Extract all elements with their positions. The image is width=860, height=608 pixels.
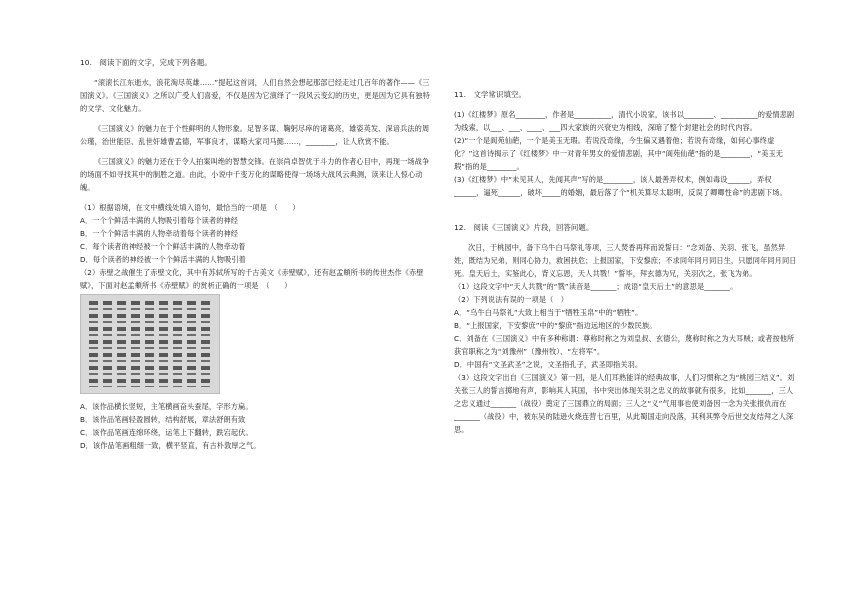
question-11-heading: 11. 文学常识填空。 <box>454 90 526 99</box>
option-a: A．“乌牛白马祭礼”大致上相当于“牺牲玉帛”中的“牺牲”。 <box>454 308 643 317</box>
calligraphy-image <box>80 294 220 394</box>
passage-paragraph-2: 《三国演义》的魅力在于个性鲜明的人物形象。足智多谋、鞠躬尽瘁的诸葛亮，雄姿英发、深谙兵法的周公瑾，治世能臣、乱世奸雄曹孟德，军事良才，谋略大家司马懿……，________，让人欣赏不能。 <box>80 124 430 146</box>
right-column <box>454 88 798 436</box>
question-12-sub-1: （1）这段文字中“天人共戮”的“戮”读音是_______；成语“皇天后土”的意思是_______。 <box>454 282 738 291</box>
question-12-passage: 次日，于桃园中，备下乌牛白马祭礼等项，三人焚香再拜而说誓曰：“念刘备、关羽、张飞，虽然异姓，既结为兄弟，则同心协力，救困扶危；上报国家，下安黎庶；不求同年同月同日生，只愿同年同月同日死。皇天后土，实鉴此心，背义忘恩，天人共戮！”誓毕，拜玄德为兄，关羽次之，张飞为弟。 <box>454 243 797 278</box>
question-12-sub-3: （3）这段文字出自《三国演义》第一回，是人们耳熟能详的经典故事，人们习惯称之为“桃园三结义”。刘关张三人的誓言掷地有声，影响其人其国，书中突出体现关羽之忠义的故事就有很多，比如_______，三人之忠义通过_______（战役）奠定了三国鼎立的局面；三人之“义”气用事也使刘备因一念为关张报仇而在_______（战役）中，被东吴的陆逊火烧连营七百里，从此蜀国走向没落，其利其弊令后世交友结拜之人深思。 <box>454 373 795 434</box>
option-b: B．该作品笔画轻盈圆转，结构舒展，章法舒朗有致 <box>80 415 246 424</box>
option-b: B．一个个鲜活丰满的人物牵动着每个读者的神经 <box>80 229 239 238</box>
option-c: C．刘备在《三国演义》中有多种称谓：尊称时称之为刘皇叔、玄德公，蔑称时称之为大耳贼；或者按他所获官职称之为“刘豫州”（豫州牧）、“左将军”。 <box>454 334 795 356</box>
option-c: C．每个读者的神经被一个个鲜活丰满的人物牵动着 <box>80 242 246 251</box>
option-b: B．“上报国家，下安黎庶”中的“黎庶”指边远地区的少数民族。 <box>454 321 657 330</box>
option-a: A．一个个鲜活丰满的人物吸引着每个读者的神经 <box>80 216 239 225</box>
option-d: D．每个读者的神经被一个个鲜活丰满的人物吸引着 <box>80 255 246 264</box>
passage-paragraph-3: 《三国演义》的魅力还在于令人拍案叫绝的智慧交锋。在崇尚卓智优于斗力的作者心目中，再现一场战争的场面不如寻找其中的制胜之道。由此，小说中千变万化的谋略使得一场场大战风云典测，读来让人惊心动魄。 <box>80 157 430 192</box>
option-d: D．该作品笔画粗细一致，横平竖直，有古朴敦厚之气。 <box>80 441 261 450</box>
left-column <box>80 56 432 452</box>
option-c: C．该作品笔画连绵环绕，运笔上下翻转，跌宕起伏。 <box>80 428 253 437</box>
question-11-item-1: (1)《红楼梦》原名________，作者是__________，清代小说家，该书以________、__________的爱情悲剧为线索，以___、___、____、___四大家族的兴衰史为相线，深暗了整个封建社会的时代内容。 <box>454 110 795 132</box>
question-10-heading: 10. 阅读下面的文字，完成下列各题。 <box>80 58 212 67</box>
passage-paragraph-1: “滚滚长江东逝水，浪花淘尽英雄……”提起这首词，人们自然会想起那部已经走过几百年的著作——《三国演义》。《三国演义》之所以广受人们喜爱，不仅是因为它演绎了一段风云变幻的历史，更是因为它具有独特的文学、文化魅力。 <box>80 78 430 113</box>
question-12-heading: 12. 阅读《三国演义》片段，回答问题。 <box>454 223 594 232</box>
subquestion-1: （1）根据语境，在文中横线处填入语句，最恰当的一项是 （ ） <box>80 203 300 212</box>
option-a: A．该作品横长竖短，主笔横画奋头蚕尾，字形方扁。 <box>80 402 253 411</box>
question-11-item-3: (3)《红楼梦》中“未见其人，先闻其声”写的是________，该人最善弄权术，例如毒设______，弄权______，逼死______，破坏_____的婚姻，最后落了个“机关算尽太聪明，反误了卿卿性命”的悲剧下场。 <box>454 175 787 197</box>
option-d: D．中国有“文圣武圣”之说，文圣指孔子，武圣即指关羽。 <box>454 360 643 369</box>
question-11-item-2: (2)“一个是阆苑仙葩，一个是美玉无瑕。若说没奇缘，今生偏又遇着他；若说有奇缘，如何心事终虚化？”这首诗揭示了《红楼梦》中一对青年男女的爱情悲剧，其中“阆苑仙葩”指的是________，“美玉无瑕”指的是________。 <box>454 136 784 171</box>
subquestion-2: （2）赤壁之战催生了赤壁文化，其中有苏轼所写的千古美文《赤壁赋》，还有赵孟頫所书的传世杰作《赤壁赋》，下面对赵孟頫所书《赤壁赋》的赏析正确的一项是 （ ） <box>80 268 424 290</box>
question-12-sub-2: （2）下列说法有误的一项是（ ） <box>454 295 568 304</box>
